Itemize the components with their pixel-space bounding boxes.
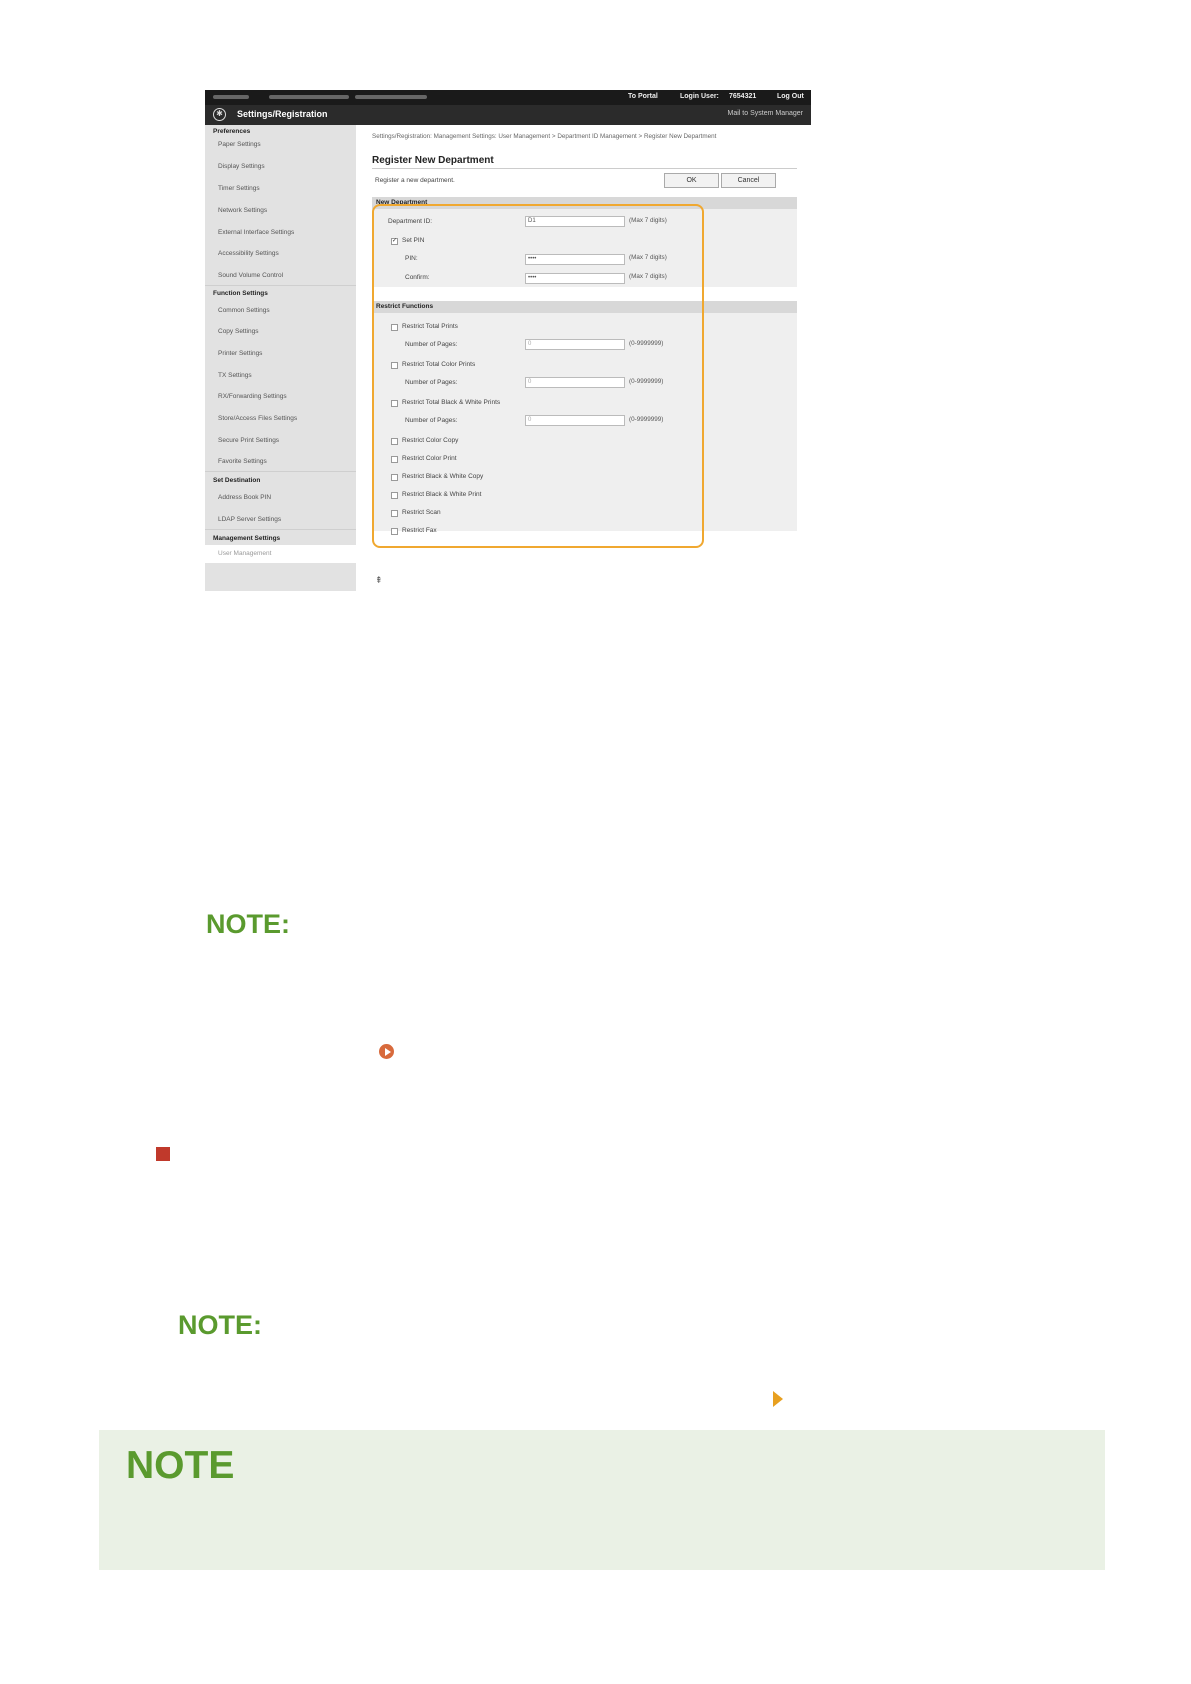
set-pin-checkbox[interactable]: ✓	[392, 238, 398, 244]
pin-hint: (Max 7 digits)	[629, 254, 667, 261]
top-bar	[205, 90, 811, 105]
sidebar-item-rx-forwarding-settings[interactable]: RX/Forwarding Settings	[218, 393, 287, 400]
divider	[205, 285, 356, 286]
total-bw-prints-pages-input[interactable]: 0	[525, 415, 625, 426]
sidebar	[205, 125, 356, 591]
confirm-hint: (Max 7 digits)	[629, 273, 667, 280]
pin-input[interactable]: ••••	[525, 254, 625, 265]
sidebar-item-favorite-settings[interactable]: Favorite Settings	[218, 458, 267, 465]
back-to-top-icon[interactable]: ⇞	[375, 575, 383, 585]
sidebar-section-set-destination: Set Destination	[213, 477, 261, 484]
sidebar-item-external-interface-settings[interactable]: External Interface Settings	[218, 229, 295, 236]
page-description: Register a new department.	[375, 177, 455, 184]
sidebar-item-accessibility-settings[interactable]: Accessibility Settings	[218, 250, 279, 257]
login-user-label: Login User:	[680, 93, 719, 100]
section-bullet-icon	[156, 1147, 170, 1161]
note-heading-1: NOTE:	[206, 909, 290, 939]
sidebar-item-network-settings[interactable]: Network Settings	[218, 207, 268, 214]
sidebar-item-sound-volume-control[interactable]: Sound Volume Control	[218, 272, 284, 279]
restrict-total-color-prints-label: Restrict Total Color Prints	[402, 361, 476, 368]
pages-range-hint: (0-9999999)	[629, 416, 664, 423]
sidebar-item-printer-settings[interactable]: Printer Settings	[218, 350, 263, 357]
link-arrow-icon[interactable]	[379, 1044, 394, 1059]
pages-range-hint: (0-9999999)	[629, 340, 664, 347]
to-portal-link[interactable]: To Portal	[628, 93, 658, 100]
settings-logo-icon: ✱	[213, 108, 226, 121]
number-of-pages-label: Number of Pages:	[405, 379, 458, 386]
sidebar-item-display-settings[interactable]: Display Settings	[218, 163, 265, 170]
new-department-heading: New Department	[372, 197, 797, 209]
next-arrow-icon[interactable]	[773, 1391, 783, 1407]
page-title: Register New Department	[372, 155, 494, 166]
sidebar-item-address-book-pin[interactable]: Address Book PIN	[218, 494, 272, 501]
pin-label: PIN:	[405, 255, 418, 262]
department-id-input[interactable]: D1	[525, 216, 625, 227]
department-id-label: Department ID:	[388, 218, 433, 225]
sidebar-section-preferences: Preferences	[213, 128, 251, 135]
department-id-hint: (Max 7 digits)	[629, 217, 667, 224]
title-bar	[205, 105, 811, 125]
sidebar-item-timer-settings[interactable]: Timer Settings	[218, 185, 260, 192]
sidebar-item-store-access-files-settings[interactable]: Store/Access Files Settings	[218, 415, 298, 422]
sidebar-item-tx-settings[interactable]: TX Settings	[218, 372, 252, 379]
number-of-pages-label: Number of Pages:	[405, 341, 458, 348]
sidebar-item-copy-settings[interactable]: Copy Settings	[218, 328, 259, 335]
total-color-prints-pages-input[interactable]: 0	[525, 377, 625, 388]
note-heading-2: NOTE:	[178, 1310, 262, 1340]
restrict-total-prints-label: Restrict Total Prints	[402, 323, 458, 330]
blurred-text	[355, 95, 427, 99]
sidebar-item-ldap-server-settings[interactable]: LDAP Server Settings	[218, 516, 282, 523]
note-box	[99, 1430, 1105, 1570]
pages-range-hint: (0-9999999)	[629, 378, 664, 385]
login-user-value: 7654321	[729, 93, 757, 100]
blurred-text	[269, 95, 349, 99]
breadcrumb: Settings/Registration: Management Settings: User Management > Department ID Management > Register New Department	[372, 133, 717, 140]
divider	[205, 471, 356, 472]
callout-highlight-frame	[372, 204, 704, 548]
number-of-pages-label: Number of Pages:	[405, 417, 458, 424]
sidebar-section-management-settings: Management Settings	[213, 535, 281, 542]
screenshot	[205, 90, 811, 591]
set-pin-label: Set PIN	[402, 237, 425, 244]
total-prints-pages-input[interactable]: 0	[525, 339, 625, 350]
divider	[205, 529, 356, 530]
restrict-bw-copy-label: Restrict Black & White Copy	[402, 473, 484, 480]
cancel-button[interactable]: Cancel	[721, 173, 776, 188]
app-title: Settings/Registration	[237, 109, 328, 119]
sidebar-item-paper-settings[interactable]: Paper Settings	[218, 141, 261, 148]
restrict-bw-print-label: Restrict Black & White Print	[402, 491, 482, 498]
note-box-title: NOTE	[126, 1444, 235, 1487]
sidebar-item-user-management[interactable]: User Management	[218, 550, 272, 557]
restrict-color-copy-label: Restrict Color Copy	[402, 437, 459, 444]
restrict-total-bw-prints-label: Restrict Total Black & White Prints	[402, 399, 501, 406]
restrict-fax-label: Restrict Fax	[402, 527, 437, 534]
restrict-functions-heading: Restrict Functions	[372, 301, 797, 313]
ok-button[interactable]: OK	[664, 173, 719, 188]
sidebar-section-function-settings: Function Settings	[213, 290, 268, 297]
sidebar-item-common-settings[interactable]: Common Settings	[218, 307, 270, 314]
mail-to-system-manager-link[interactable]: Mail to System Manager	[727, 110, 803, 117]
restrict-color-print-label: Restrict Color Print	[402, 455, 457, 462]
confirm-pin-input[interactable]: ••••	[525, 273, 625, 284]
confirm-label: Confirm:	[405, 274, 430, 281]
blurred-text	[213, 95, 249, 99]
log-out-link[interactable]: Log Out	[777, 93, 804, 100]
divider	[372, 168, 797, 169]
sidebar-item-secure-print-settings[interactable]: Secure Print Settings	[218, 437, 280, 444]
restrict-scan-label: Restrict Scan	[402, 509, 441, 516]
